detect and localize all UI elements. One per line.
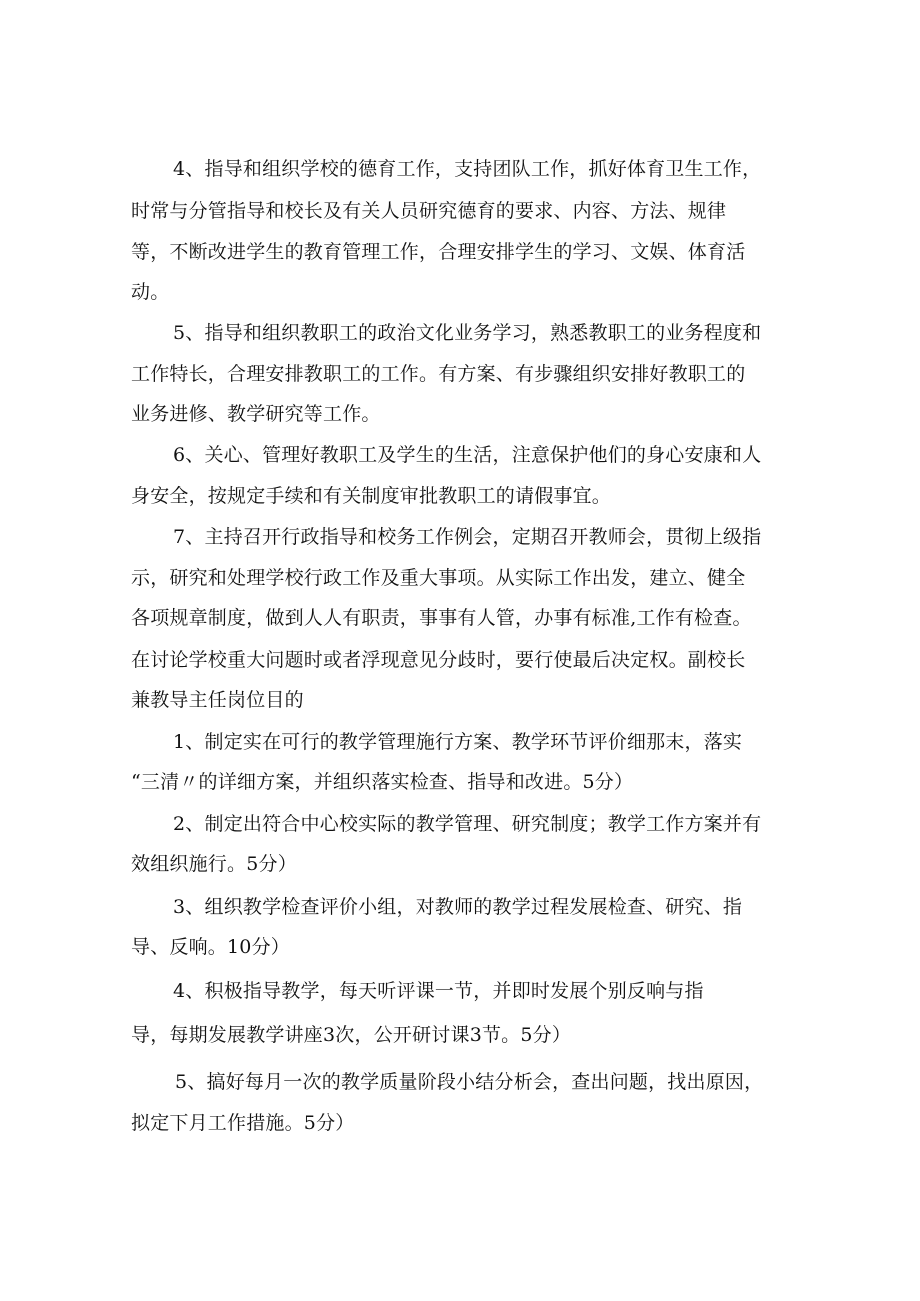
item-3-line-1: 3、组织教学检查评价小组，对教师的教学过程发展检查、研究、指	[173, 896, 743, 918]
paragraph-5-line-2: 工作特长，合理安排教职工的工作。有方案、有步骤组织安排好教职工的	[131, 363, 746, 385]
item-1-line-2: “三清〃的详细方案，并组织落实检查、指导和改进。5分）	[131, 771, 634, 793]
item-5-line-2: 拟定下月工作措施。5分）	[131, 1112, 355, 1134]
paragraph-5-line-1: 5、指导和组织教职工的政治文化业务学习，熟悉教职工的业务程度和	[173, 322, 762, 344]
item-1-line-1: 1、制定实在可行的教学管理施行方案、教学环节评价细那末，落实	[173, 731, 743, 753]
item-5-line-1: 5、搞好每月一次的教学质量阶段小结分析会，查出问题，找出原因，	[175, 1071, 764, 1093]
paragraph-6-line-1: 6、关心、管理好教职工及学生的生活，注意保护他们的身心安康和人	[173, 444, 762, 466]
paragraph-4-line-2: 时常与分管指导和校长及有关人员研究德育的要求、内容、方法、规律	[131, 200, 727, 222]
paragraph-7-line-3: 各项规章制度，做到人人有职责，事事有人管，办事有标准,工作有检查。	[131, 607, 752, 629]
item-2-line-1: 2、制定出符合中心校实际的教学管理、研究制度；教学工作方案并有	[173, 813, 762, 835]
paragraph-6-line-2: 身安全，按规定手续和有关制度审批教职工的请假事宜。	[131, 485, 612, 507]
paragraph-4-line-1: 4、指导和组织学校的德育工作，支持团队工作，抓好体育卫生工作，	[173, 158, 762, 180]
paragraph-7-line-1: 7、主持召开行政指导和校务工作例会，定期召开教师会，贯彻上级指	[173, 526, 762, 548]
item-2-line-2: 效组织施行。5分）	[131, 853, 297, 875]
paragraph-4-line-3: 等，不断改进学生的教育管理工作，合理安排学生的学习、文娱、体育活	[131, 241, 746, 263]
paragraph-5-line-3: 业务进修、教学研究等工作。	[131, 403, 381, 425]
paragraph-7-line-2: 示，研究和处理学校行政工作及重大事项。从实际工作出发，建立、健全	[131, 567, 746, 589]
paragraph-7-line-4: 在讨论学校重大问题时或者浮现意见分歧时，要行使最后决定权。副校长	[131, 649, 746, 671]
item-4-line-2: 导，每期发展教学讲座3次，公开研讨课3节。5分）	[131, 1024, 572, 1046]
paragraph-4-line-4: 动。	[131, 281, 170, 303]
item-4-line-1: 4、积极指导教学，每天听评课一节，并即时发展个别反响与指	[173, 980, 704, 1002]
item-3-line-2: 导、反响。10分）	[131, 936, 290, 958]
section-title: 兼教导主任岗位目的	[131, 689, 304, 711]
